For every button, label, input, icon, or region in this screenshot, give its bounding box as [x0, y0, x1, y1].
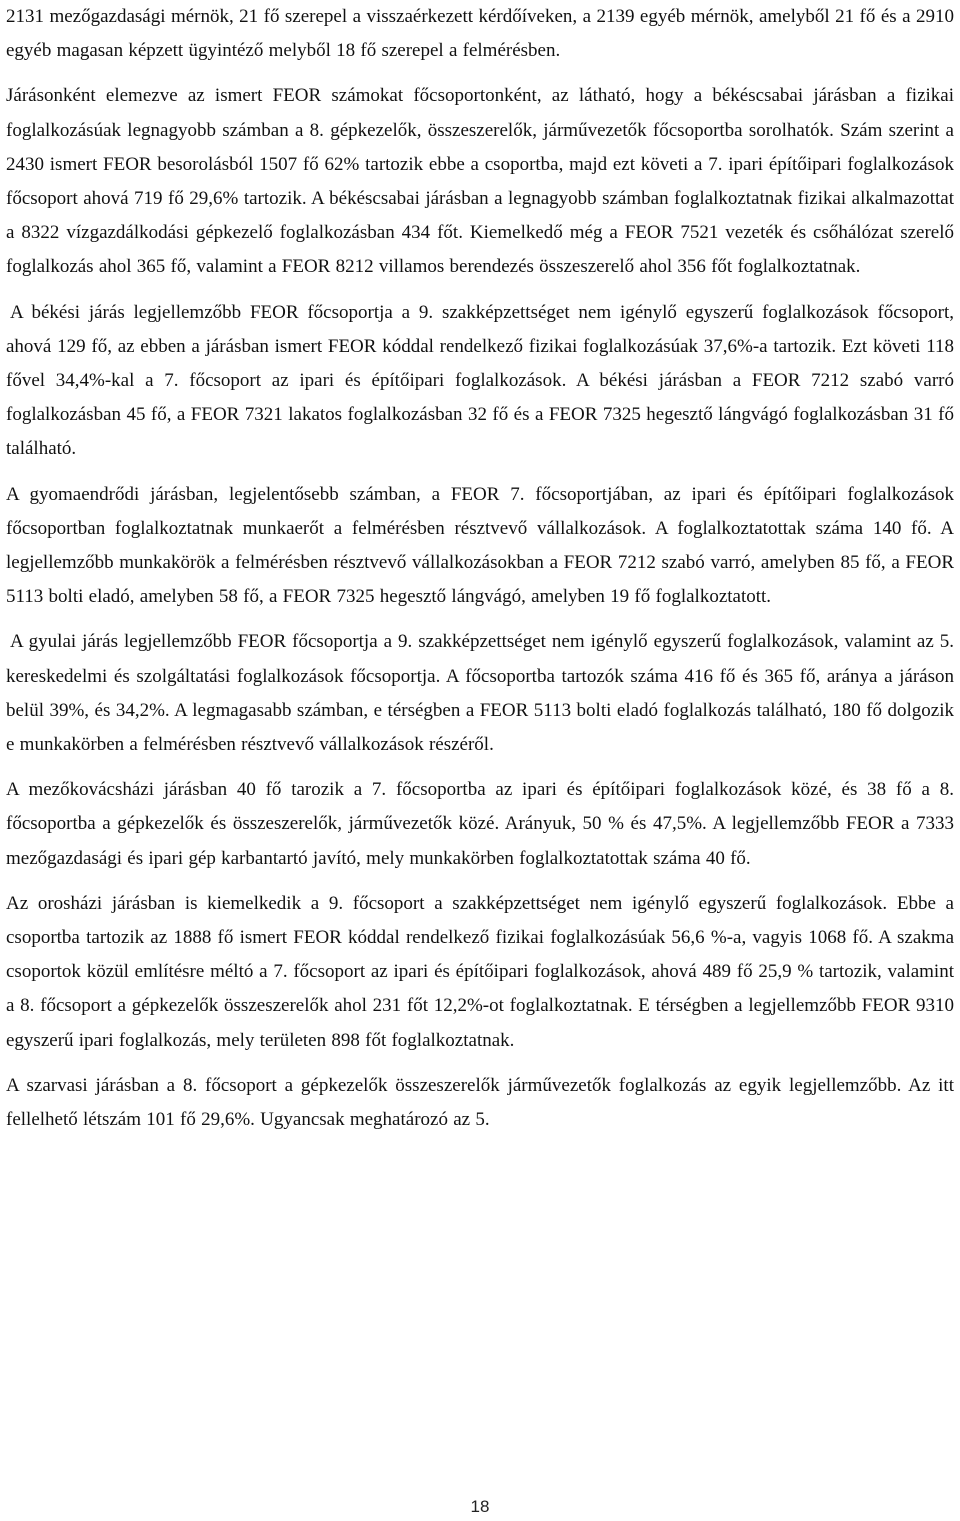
paragraph-bekes: A békési járás legjellemzőbb FEOR főcsoportja a 9. szakképzettséget nem igénylő egyszerű foglalkozások főcsoport, ahová 129 fő, az ebben a járásban ismert FEOR kóddal rendelkező fizikai foglalkozásúak 37,6%-a tartozik. Ezt követi 118 fővel 34,4%-kal a 7. főcsoport az ipari és építőipari foglalkozások. A békési járásban a FEOR 7212 szabó varró foglalkozásban 45 fő, a FEOR 7321 lakatos foglalkozásban 32 fő és a FEOR 7325 hegesztő lángvágó foglalkozásban 31 fő található. — [6, 301, 954, 460]
paragraph-gyula: A gyulai járás legjellemzőbb FEOR főcsoportja a 9. szakképzettséget nem igénylő egyszerű foglalkozások, valamint az 5. kereskedelmi és szolgáltatási foglalkozások főcsoportja. A főcsoportba tartozók száma 416 fő és 365 fő, aránya a járáson belül 39%, és 34,2%. A legmagasabb számban, e térségben a FEOR 5113 bolti eladó foglalkozás található, 180 fő dolgozik e munkakörben a felmérésben résztvevő vállalkozások részéről. — [6, 631, 954, 756]
paragraph-szarvas: A szarvasi járásban a 8. főcsoport a gépkezelők összeszerelők járművezetők foglalkozás az egyik legjellemzőbb. Az itt fellelhető létszám 101 fő 29,6%. Ugyancsak meghatározó az 5. — [6, 1074, 954, 1131]
paragraph-bekescsaba: Járásonként elemezve az ismert FEOR számokat főcsoportonként, az látható, hogy a békéscsabai járásban a fizikai foglalkozásúak legnagyobb számban a 8. gépkezelők, összeszerelők, járművezetők főcsoportba sorolhatók. Szám szerint a 2430 ismert FEOR besorolásból 1507 fő 62% tartozik ebbe a csoportba, majd ezt követi a 7. ipari építőipari foglalkozások főcsoport ahová 719 fő 29,6% tartozik. A békéscsabai járásban a legnagyobb számban foglalkoztatnak fizikai alkalmazottat a 8322 vízgazdálkodási gépkezelő foglalkozásban 434 főt. Kiemelkedő még a FEOR 7521 vezeték és csőhálózat szerelő foglalkozás ahol 365 fő, valamint a FEOR 8212 villamos berendezés összeszerelő ahol 356 főt foglalkoztatnak. — [6, 85, 954, 278]
page-number: 18 — [470, 1497, 490, 1516]
paragraph-gyomaendrod: A gyomaendrődi járásban, legjelentősebb számban, a FEOR 7. főcsoportjában, az ipari és építőipari foglalkozások főcsoportban foglalkoztatnak munkaerőt a felmérésben résztvevő vállalkozások. A foglalkoztatottak száma 140 fő. A legjellemzőbb munkakörök a felmérésben résztvevő vállalkozásokban a FEOR 7212 szabó varró, amelyben 85 fő, a FEOR 5113 bolti eladó, amelyben 58 fő, a FEOR 7325 hegesztő lángvágó, amelyben 19 fő foglalkoztatott. — [6, 483, 954, 608]
paragraph-intro: 2131 mezőgazdasági mérnök, 21 fő szerepel a visszaérkezett kérdőíveken, a 2139 egyéb mérnök, amelyből 21 fő és a 2910 egyéb magasan képzett ügyintéző melyből 18 fő szerepel a felmérésben. — [6, 6, 954, 62]
paragraph-mezokovacshaza: A mezőkovácsházi járásban 40 fő tarozik a 7. főcsoportba az ipari és építőipari foglalkozások közé, és 38 fő a 8. főcsoportba a gépkezelők és összeszerelők, járművezetők közé. Arányuk, 50 % és 47,5%. A legjellemzőbb FEOR a 7333 mezőgazdasági és ipari gép karbantartó javító, mely munkakörben foglalkoztatottak száma 40 fő. — [6, 779, 954, 869]
paragraph-oroshaza: Az orosházi járásban is kiemelkedik a 9. főcsoport a szakképzettséget nem igénylő egyszerű foglalkozások. Ebbe a csoportba tartozik az 1888 fő ismert FEOR kóddal rendelkező fizikai foglalkozásúak 56,6 %-a, vagyis 1068 fő. A szakma csoportok közül említésre méltó a 7. főcsoport az ipari és építőipari foglalkozások, ahová 489 fő 25,9 % tartozik, valamint a 8. főcsoport a gépkezelők összeszerelők ahol 231 főt 12,2%-ot foglalkoztatnak. E térségben a legjellemzőbb FEOR 9310 egyszerű ipari foglalkozás, mely területen 898 főt foglalkoztatnak. — [6, 892, 954, 1051]
document-body — [6, 0, 954, 1137]
